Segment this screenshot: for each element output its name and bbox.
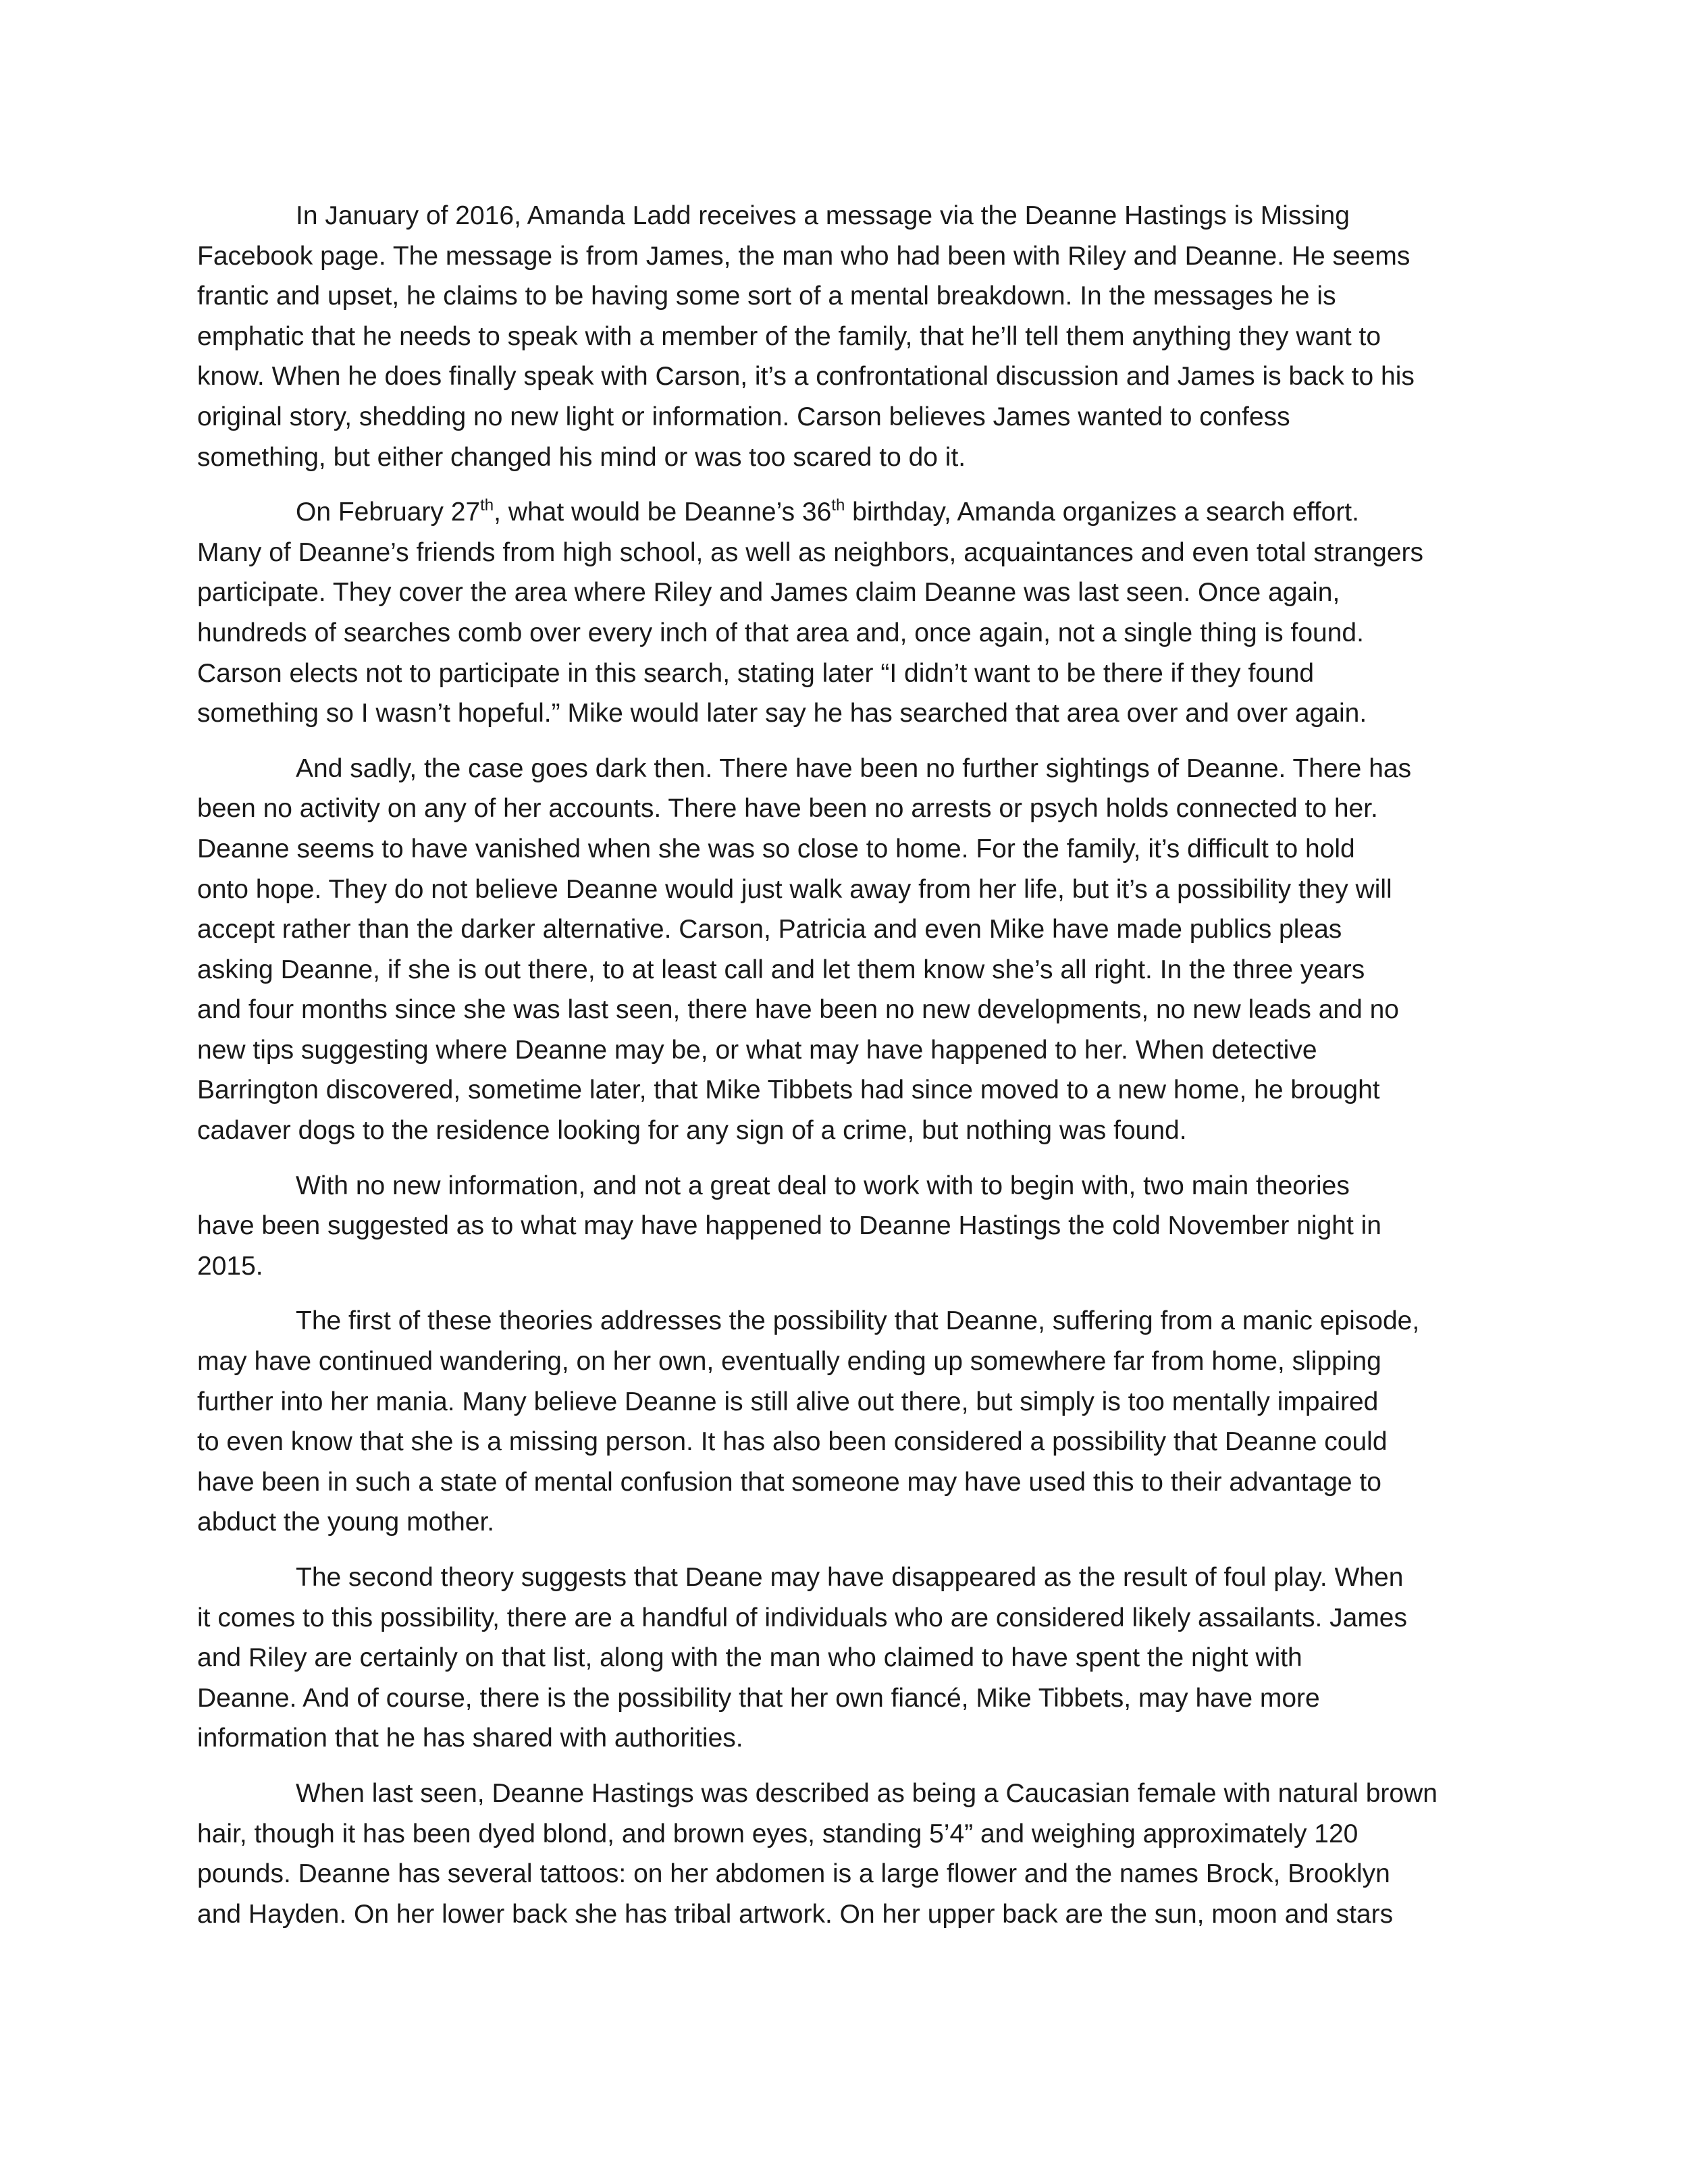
text-line: With no new information, and not a great deal to work with to begin with, two main theories bbox=[296, 1171, 1350, 1200]
text-line: abduct the young mother. bbox=[197, 1508, 495, 1537]
text-line: Carson elects not to participate in this search, stating later “I didn’t want to be there if they found bbox=[197, 658, 1315, 688]
text-line: The second theory suggests that Deane may have disappeared as the result of foul play. When bbox=[296, 1563, 1404, 1592]
text-line: onto hope. They do not believe Deanne would just walk away from her life, but it’s a possibility they will bbox=[197, 874, 1392, 904]
text-line: pounds. Deanne has several tattoos: on her abdomen is a large flower and the names Brock, Brooklyn bbox=[197, 1859, 1390, 1889]
text-line: Many of Deanne’s friends from high school, as well as neighbors, acquaintances and even total strangers bbox=[197, 537, 1423, 567]
text-line: asking Deanne, if she is out there, to at least call and let them know she’s all right. In the three years bbox=[197, 955, 1365, 984]
text-line: and Hayden. On her lower back she has tribal artwork. On her upper back are the sun, moon and stars bbox=[197, 1899, 1394, 1929]
paragraph-second-theory bbox=[197, 1557, 1491, 1759]
text-line: further into her mania. Many believe Deanne is still alive out there, but simply is too mentally impaired bbox=[197, 1387, 1379, 1416]
paragraph-first-theory bbox=[197, 1301, 1491, 1543]
text-line: Deanne seems to have vanished when she was so close to home. For the family, it’s difficult to hold bbox=[197, 834, 1355, 863]
text-line: When last seen, Deanne Hastings was described as being a Caucasian female with natural brown bbox=[296, 1778, 1438, 1808]
text-line: have been suggested as to what may have happened to Deanne Hastings the cold November night in bbox=[197, 1211, 1381, 1241]
text-line: emphatic that he needs to speak with a member of the family, that he’ll tell them anything they want to bbox=[197, 321, 1381, 351]
text-line-with-superscripts bbox=[197, 492, 1491, 533]
paragraph-birthday-search bbox=[197, 492, 1491, 734]
text-line: know. When he does finally speak with Carson, it’s a confrontational discussion and James is back to his bbox=[197, 362, 1415, 392]
text-line: hundreds of searches comb over every inch of that area and, once again, not a single thing is found. bbox=[197, 618, 1364, 647]
text-line: and four months since she was last seen, there have been no new developments, no new leads and no bbox=[197, 995, 1399, 1025]
text-line: hair, though it has been dyed blond, and brown eyes, standing 5’4” and weighing approximately 120 bbox=[197, 1819, 1359, 1848]
ordinal-superscript: th bbox=[480, 496, 494, 515]
text-line: Barrington discovered, sometime later, that Mike Tibbets had since moved to a new home, he brought bbox=[197, 1075, 1380, 1105]
text-line: cadaver dogs to the residence looking for any sign of a crime, but nothing was found. bbox=[197, 1116, 1187, 1146]
text-line: frantic and upset, he claims to be having some sort of a mental breakdown. In the messages he is bbox=[197, 282, 1336, 311]
paragraph-two-theories bbox=[197, 1166, 1491, 1287]
text-line: it comes to this possibility, there are a handful of individuals who are considered likely assailants. James bbox=[197, 1603, 1408, 1632]
text-line: may have continued wandering, on her own, eventually ending up somewhere far from home, slipping bbox=[197, 1347, 1381, 1377]
text-fragment: On February 27 bbox=[296, 498, 481, 527]
text-line: original story, shedding no new light or information. Carson believes James wanted to confess bbox=[197, 402, 1290, 431]
text-line: And sadly, the case goes dark then. There have been no further sightings of Deanne. There has bbox=[296, 753, 1412, 783]
text-line: to even know that she is a missing person. It has also been considered a possibility that Deanne could bbox=[197, 1427, 1388, 1457]
ordinal-superscript: th bbox=[831, 496, 845, 515]
text-line: something so I wasn’t hopeful.” Mike would later say he has searched that area over and over again. bbox=[197, 699, 1367, 728]
paragraph-james-message bbox=[197, 196, 1491, 477]
document-body bbox=[197, 196, 1491, 1949]
text-fragment: , what would be Deanne’s 36 bbox=[494, 498, 832, 527]
text-line: The first of these theories addresses the possibility that Deanne, suffering from a manic episode, bbox=[296, 1306, 1420, 1336]
text-line: been no activity on any of her accounts. There have been no arrests or psych holds connected to her. bbox=[197, 794, 1378, 824]
text-line: information that he has shared with authorities. bbox=[197, 1724, 743, 1753]
text-line: participate. They cover the area where Riley and James claim Deanne was last seen. Once again, bbox=[197, 578, 1340, 608]
text-line: something, but either changed his mind or was too scared to do it. bbox=[197, 442, 966, 472]
text-line: have been in such a state of mental confusion that someone may have used this to their advantage to bbox=[197, 1467, 1381, 1497]
text-line: 2015. bbox=[197, 1251, 263, 1281]
text-line: accept rather than the darker alternative. Carson, Patricia and even Mike have made publics pleas bbox=[197, 915, 1342, 944]
text-line: and Riley are certainly on that list, along with the man who claimed to have spent the night with bbox=[197, 1643, 1302, 1673]
text-fragment: birthday, Amanda organizes a search effort. bbox=[845, 498, 1359, 527]
text-line: new tips suggesting where Deanne may be, or what may have happened to her. When detective bbox=[197, 1035, 1317, 1065]
paragraph-description bbox=[197, 1774, 1491, 1934]
text-line: Deanne. And of course, there is the possibility that her own fiancé, Mike Tibbets, may have more bbox=[197, 1683, 1320, 1713]
paragraph-case-goes-dark bbox=[197, 749, 1491, 1151]
text-line: In January of 2016, Amanda Ladd receives a message via the Deanne Hastings is Missing bbox=[296, 201, 1350, 230]
text-line: Facebook page. The message is from James, the man who had been with Riley and Deanne. He seems bbox=[197, 241, 1410, 271]
